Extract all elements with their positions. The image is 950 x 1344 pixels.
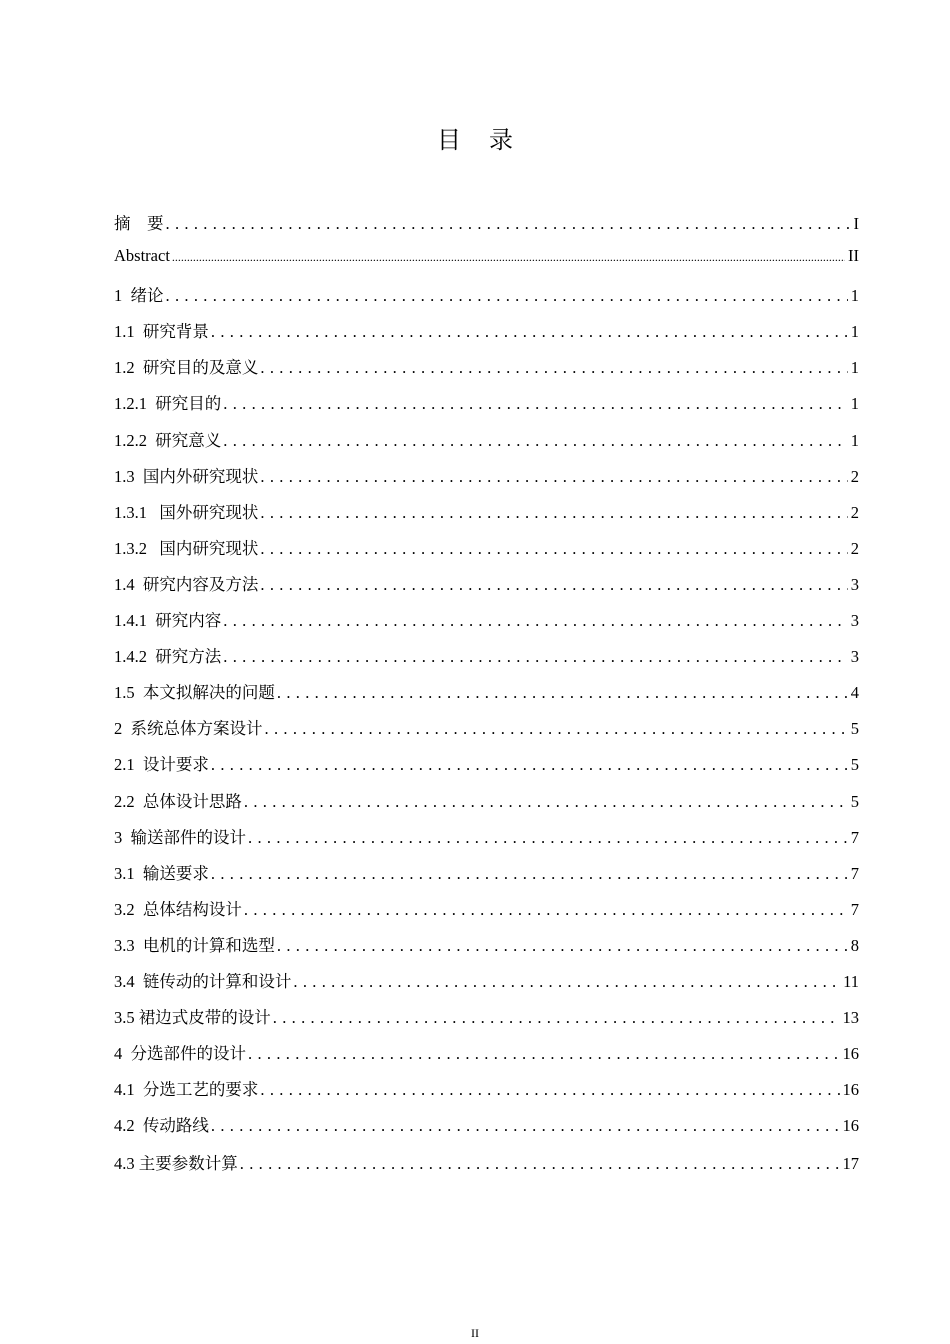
toc-entry[interactable] — [114, 824, 859, 860]
toc-entry-page: 7 — [850, 827, 859, 847]
toc-entry-page: 7 — [850, 899, 859, 919]
toc-entry[interactable] — [114, 535, 859, 571]
toc-entry-label: 4 分选部件的设计 — [114, 1044, 246, 1064]
toc-entry-page: 2 — [850, 466, 859, 486]
toc-entry-label: 1.5 本文拟解决的问题 — [114, 683, 275, 703]
toc-entry-page: 4 — [850, 683, 859, 703]
toc-entry-label: 3 输送部件的设计 — [114, 827, 246, 847]
toc-entry-label: 3.2 总体结构设计 — [114, 899, 242, 919]
toc-entry-page: 3 — [850, 647, 859, 667]
page-number: II — [471, 1326, 479, 1340]
toc-entry[interactable] — [114, 932, 859, 968]
toc-entry-label: 1.3.2 国内研究现状 — [114, 538, 259, 558]
toc-entry-page: 8 — [850, 935, 859, 955]
leader-dots — [260, 1080, 839, 1100]
toc-entry[interactable] — [114, 282, 859, 318]
toc-entry-page: I — [853, 214, 859, 233]
leader-dots — [211, 755, 848, 775]
leader-dots — [248, 1044, 840, 1064]
toc-entry[interactable] — [114, 1112, 859, 1148]
toc-entry[interactable] — [114, 427, 859, 463]
toc-entry[interactable] — [114, 715, 859, 751]
toc-entry-page: 5 — [850, 755, 859, 775]
toc-entry-page: II — [848, 246, 859, 266]
toc-entry[interactable] — [114, 571, 859, 607]
toc-entry-label: 1.3.1 国外研究现状 — [114, 502, 259, 522]
toc-entry[interactable] — [114, 390, 859, 426]
toc-entry-label: 3.3 电机的计算和选型 — [114, 935, 275, 955]
toc-entry-page: 17 — [842, 1154, 859, 1174]
toc-entry[interactable] — [114, 1004, 859, 1040]
toc-entry-page: 5 — [850, 719, 859, 739]
toc-entry-label: 摘 要 — [114, 214, 164, 233]
toc-entry-label: 1.4.2 研究方法 — [114, 647, 222, 667]
leader-dots — [265, 719, 848, 739]
leader-dots — [273, 1008, 840, 1028]
toc-entry[interactable] — [114, 499, 859, 535]
toc-entry-label: 1.4 研究内容及方法 — [114, 574, 259, 594]
toc-entry[interactable] — [114, 679, 859, 715]
toc-entry[interactable] — [114, 607, 859, 643]
toc-entry-page: 1 — [850, 430, 859, 450]
toc-entry-page: 2 — [850, 538, 859, 558]
toc-entry[interactable] — [114, 896, 859, 932]
leader-dots — [244, 900, 848, 920]
toc-entry-label: 3.1 输送要求 — [114, 863, 209, 883]
toc-entry[interactable] — [114, 354, 859, 390]
toc-entry-page: 16 — [842, 1080, 859, 1100]
toc-entry-page: 16 — [842, 1044, 859, 1064]
toc-entry[interactable] — [114, 210, 859, 246]
leader-dots — [293, 972, 840, 992]
toc-entry-page: 1 — [850, 358, 859, 378]
toc-entry-label: 3.4 链传动的计算和设计 — [114, 971, 292, 991]
leader-dots — [223, 647, 848, 667]
toc-entry-label: 1.2.1 研究目的 — [114, 394, 222, 414]
toc-entry-label: 1 绪论 — [114, 286, 164, 306]
toc-entry-page: 1 — [850, 394, 859, 414]
leader-dots — [244, 792, 848, 812]
toc-entry-page: 3 — [850, 611, 859, 631]
leader-dots — [260, 539, 847, 559]
leader-dots — [248, 828, 848, 848]
toc-entry-label: 1.1 研究背景 — [114, 322, 209, 342]
toc-entry-label: 1.3 国内外研究现状 — [114, 466, 259, 486]
page-title: 目录 — [437, 126, 541, 154]
toc-entry-label: Abstract — [114, 246, 170, 266]
toc-entry[interactable] — [114, 1150, 859, 1186]
toc-entry[interactable] — [114, 751, 859, 787]
toc-entry-label: 2 系统总体方案设计 — [114, 719, 263, 739]
toc-entry-page: 16 — [842, 1116, 859, 1136]
leader-dots — [260, 467, 847, 487]
leader-dots — [260, 503, 847, 523]
leader-dots — [223, 431, 848, 451]
leader-dots — [211, 322, 848, 342]
toc-entry[interactable] — [114, 246, 859, 282]
toc-entry[interactable] — [114, 463, 859, 499]
toc-entry-page: 1 — [850, 322, 859, 342]
toc-entry-label: 4.2 传动路线 — [114, 1116, 209, 1136]
leader-dots — [166, 214, 851, 234]
toc-entry-label: 1.4.1 研究内容 — [114, 611, 222, 631]
toc-entry[interactable] — [114, 318, 859, 354]
leader-dots — [240, 1154, 840, 1174]
toc-entry-page: 2 — [850, 502, 859, 522]
leader-dots — [166, 286, 848, 306]
toc-entry[interactable] — [114, 1076, 859, 1112]
leader-dots — [211, 1116, 840, 1136]
toc-entry[interactable] — [114, 968, 859, 1004]
toc-entry-label: 4.3 主要参数计算 — [114, 1154, 238, 1174]
leader-dots — [211, 864, 848, 884]
toc-entry-page: 5 — [850, 791, 859, 811]
toc-entry-label: 2.2 总体设计思路 — [114, 791, 242, 811]
leader-dots — [277, 683, 848, 703]
toc-entry-page: 13 — [842, 1008, 859, 1028]
leader-dots — [260, 358, 847, 378]
leader-dots — [223, 611, 848, 631]
toc-entry[interactable] — [114, 860, 859, 896]
toc-entry-label: 3.5 裙边式皮带的设计 — [114, 1008, 271, 1028]
toc-entry-page: 11 — [843, 971, 859, 991]
table-of-contents — [114, 210, 859, 1187]
toc-entry[interactable] — [114, 643, 859, 679]
leader-dots — [260, 575, 847, 595]
toc-entry-label: 4.1 分选工艺的要求 — [114, 1080, 259, 1100]
toc-entry-page: 7 — [850, 863, 859, 883]
toc-entry[interactable] — [114, 788, 859, 824]
toc-entry-label: 1.2 研究目的及意义 — [114, 358, 259, 378]
toc-entry-label: 2.1 设计要求 — [114, 755, 209, 775]
toc-entry-label: 1.2.2 研究意义 — [114, 430, 222, 450]
toc-entry-page: 1 — [850, 286, 859, 306]
toc-entry[interactable] — [114, 1040, 859, 1076]
leader-dots — [223, 394, 848, 414]
leader-dots — [277, 936, 848, 956]
leader-dots — [172, 246, 845, 266]
toc-entry-page: 3 — [850, 574, 859, 594]
